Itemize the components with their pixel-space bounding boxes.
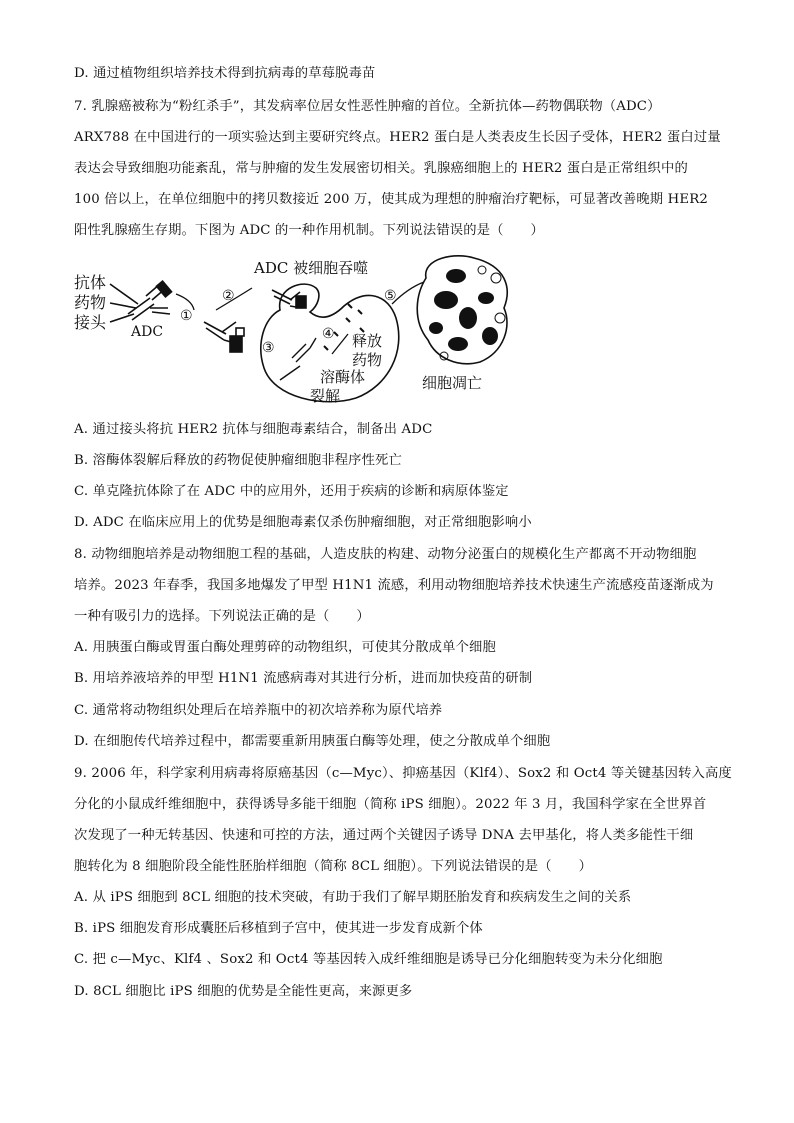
- q7-stem-line-3: 表达会导致细胞功能紊乱，常与肿瘤的发生发展密切相关。乳腺癌细胞上的 HER2 蛋白是正常组织中的: [74, 161, 688, 176]
- q7-option-b: B. 溶酶体裂解后释放的药物促使肿瘤细胞非程序性死亡: [74, 453, 402, 468]
- label-apoptosis: 细胞凋亡: [422, 374, 483, 392]
- q8-stem-line-2: 培养。2023 年春季，我国多地爆发了甲型 H1N1 流感，利用动物细胞培养技术快速生产流感疫苗逐渐成为: [74, 578, 714, 593]
- label-release: 释放: [352, 332, 383, 350]
- endocytosed-adc-icon: [272, 290, 306, 308]
- lysosome-adc-icon: [280, 338, 316, 380]
- q7-option-d: D. ADC 在临床应用上的优势是细胞毒素仅杀伤肿瘤细胞，对正常细胞影响小: [74, 515, 532, 530]
- q8-option-d: D. 在细胞传代培养过程中，都需要重新用胰蛋白酶等处理，使之分散成单个细胞: [74, 734, 551, 749]
- label-lysosome: 溶酶体: [320, 368, 366, 386]
- receptor-bound-adc-icon: [204, 322, 244, 352]
- q9-option-b: B. iPS 细胞发育形成囊胚后移植到子宫中，使其进一步发育成新个体: [74, 921, 483, 936]
- q8-option-b: B. 用培养液培养的甲型 H1N1 流感病毒对其进行分析，进而加快疫苗的研制: [74, 671, 533, 686]
- q7-stem-line-2: ARX788 在中国进行的一项实验达到主要研究终点。HER2 蛋白是人类表皮生长因子受体，HER2 蛋白过量: [74, 130, 721, 145]
- label-linker: 接头: [74, 313, 107, 332]
- apoptotic-cell-icon: [417, 256, 507, 364]
- q8-option-a: A. 用胰蛋白酶或胃蛋白酶处理剪碎的动物组织，可使其分散成单个细胞: [74, 640, 496, 655]
- step-2-marker: ②: [222, 288, 235, 304]
- q7-stem-line-5: 阳性乳腺癌生存期。下图为 ADC 的一种作用机制。下列说法错误的是（ ）: [74, 223, 544, 238]
- adc-molecule-icon: [110, 281, 172, 322]
- label-engulfed: ADC 被细胞吞噬: [254, 259, 369, 277]
- q7-stem-line-4: 100 倍以上，在单位细胞中的拷贝数接近 200 万，使其成为理想的肿瘤治疗靶标，可显著改善晚期 HER2: [74, 192, 708, 207]
- q9-option-c: C. 把 c—Myc、Klf4 、Sox2 和 Oct4 等基因转入成纤维细胞是诱导已分化细胞转变为未分化细胞: [74, 952, 663, 967]
- q9-option-a: A. 从 iPS 细胞到 8CL 细胞的技术突破，有助于我们了解早期胚胎发育和疾病发生之间的关系: [74, 890, 632, 905]
- label-rupture: 裂解: [310, 387, 341, 405]
- q7-option-c: C. 单克隆抗体除了在 ADC 中的应用外，还用于疾病的诊断和病原体鉴定: [74, 484, 509, 499]
- q9-option-d: D. 8CL 细胞比 iPS 细胞的优势是全能性更高，来源更多: [74, 984, 413, 999]
- adc-mechanism-diagram: [66, 248, 526, 410]
- label-drug-released: 药物: [352, 351, 383, 369]
- step-4-marker: ④: [322, 326, 335, 342]
- step-1-marker: ①: [180, 308, 193, 324]
- q9-stem-line-1: 9. 2006 年，科学家利用病毒将原癌基因（c—Myc）、抑癌基因（Klf4）、Sox2 和 Oct4 等关键基因转入高度: [74, 766, 732, 781]
- q6-option-d: D. 通过植物组织培养技术得到抗病毒的草莓脱毒苗: [74, 66, 376, 81]
- q8-option-c: C. 通常将动物组织处理后在培养瓶中的初次培养称为原代培养: [74, 703, 443, 718]
- step-5-marker: ⑤: [384, 288, 397, 304]
- label-adc: ADC: [131, 324, 164, 340]
- q7-option-a: A. 通过接头将抗 HER2 抗体与细胞毒素结合，制备出 ADC: [74, 422, 433, 437]
- q9-stem-line-2: 分化的小鼠成纤维细胞中，获得诱导多能干细胞（简称 iPS 细胞）。2022 年 3 月，我国科学家在全世界首: [74, 797, 707, 812]
- label-drug: 药物: [74, 293, 107, 312]
- q7-stem-line-1: 7. 乳腺癌被称为“粉红杀手”，其发病率位居女性恶性肿瘤的首位。全新抗体—药物偶联物（ADC）: [74, 99, 661, 114]
- label-antibody: 抗体: [74, 273, 107, 292]
- q9-stem-line-4: 胞转化为 8 细胞阶段全能性胚胎样细胞（简称 8CL 细胞）。下列说法错误的是（ ）: [74, 859, 593, 874]
- q9-stem-line-3: 次发现了一种无转基因、快速和可控的方法，通过两个关键因子诱导 DNA 去甲基化，将人类多能性干细: [74, 828, 694, 843]
- step-3-marker: ③: [262, 340, 275, 356]
- q8-stem-line-1: 8. 动物细胞培养是动物细胞工程的基础，人造皮肤的构建、动物分泌蛋白的规模化生产都离不开动物细胞: [74, 547, 697, 562]
- q8-stem-line-3: 一种有吸引力的选择。下列说法正确的是（ ）: [74, 609, 370, 624]
